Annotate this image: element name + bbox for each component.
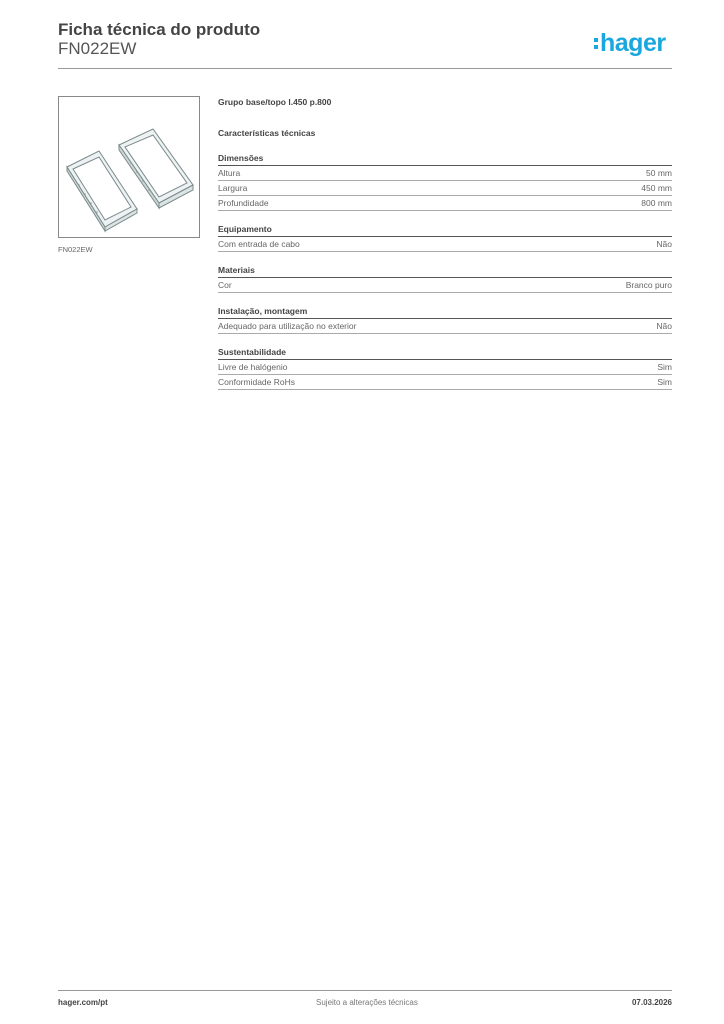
spec-label: Altura xyxy=(218,168,241,178)
logo-wordmark: hager xyxy=(600,28,666,57)
spec-label: Adequado para utilização no exterior xyxy=(218,321,357,331)
spec-row xyxy=(218,237,672,252)
spec-row xyxy=(218,278,672,293)
logo-dots-icon xyxy=(594,38,598,49)
page-title: Ficha técnica do produto xyxy=(58,20,261,39)
spec-value: 800 mm xyxy=(641,198,672,208)
spec-heading: Características técnicas xyxy=(218,128,316,138)
spec-value: 450 mm xyxy=(641,183,672,193)
enclosure-frame-icon xyxy=(59,97,199,237)
image-caption: FN022EW xyxy=(58,245,93,254)
footer-website-link[interactable]: hager.com/pt xyxy=(58,998,108,1007)
spec-value: Não xyxy=(656,239,672,249)
header-divider xyxy=(58,68,672,69)
group-title: Equipamento xyxy=(218,223,672,237)
spec-group-materiais xyxy=(218,264,672,293)
spec-label: Conformidade RoHs xyxy=(218,377,296,387)
spec-value: Branco puro xyxy=(625,280,672,290)
product-code: FN022EW xyxy=(58,39,137,58)
group-title: Materiais xyxy=(218,264,672,278)
group-title: Sustentabilidade xyxy=(218,346,672,360)
spec-row xyxy=(218,196,672,211)
spec-label: Largura xyxy=(218,183,248,193)
group-title: Instalação, montagem xyxy=(218,305,672,319)
spec-row xyxy=(218,360,672,375)
spec-row xyxy=(218,166,672,181)
spec-row xyxy=(218,181,672,196)
spec-value: Sim xyxy=(657,362,672,372)
footer-notice: Sujeito a alterações técnicas xyxy=(316,998,418,1007)
spec-value: 50 mm xyxy=(646,168,672,178)
spec-group-sustentabilidade xyxy=(218,346,672,390)
spec-value: Sim xyxy=(657,377,672,387)
spec-label: Profundidade xyxy=(218,198,269,208)
spec-group-equipamento xyxy=(218,223,672,252)
product-name: Grupo base/topo l.450 p.800 xyxy=(218,97,332,107)
product-image xyxy=(58,96,200,238)
footer-date: 07.03.2026 xyxy=(631,998,672,1007)
spec-label: Com entrada de cabo xyxy=(218,239,300,249)
group-title: Dimensões xyxy=(218,152,672,166)
spec-row xyxy=(218,375,672,390)
hager-logo xyxy=(594,28,666,58)
spec-label: Livre de halógenio xyxy=(218,362,288,372)
spec-group-dimensoes xyxy=(218,152,672,211)
spec-value: Não xyxy=(656,321,672,331)
spec-row xyxy=(218,319,672,334)
spec-label: Cor xyxy=(218,280,232,290)
footer-divider xyxy=(58,990,672,991)
spec-group-instalacao xyxy=(218,305,672,334)
spec-panel xyxy=(218,95,672,390)
